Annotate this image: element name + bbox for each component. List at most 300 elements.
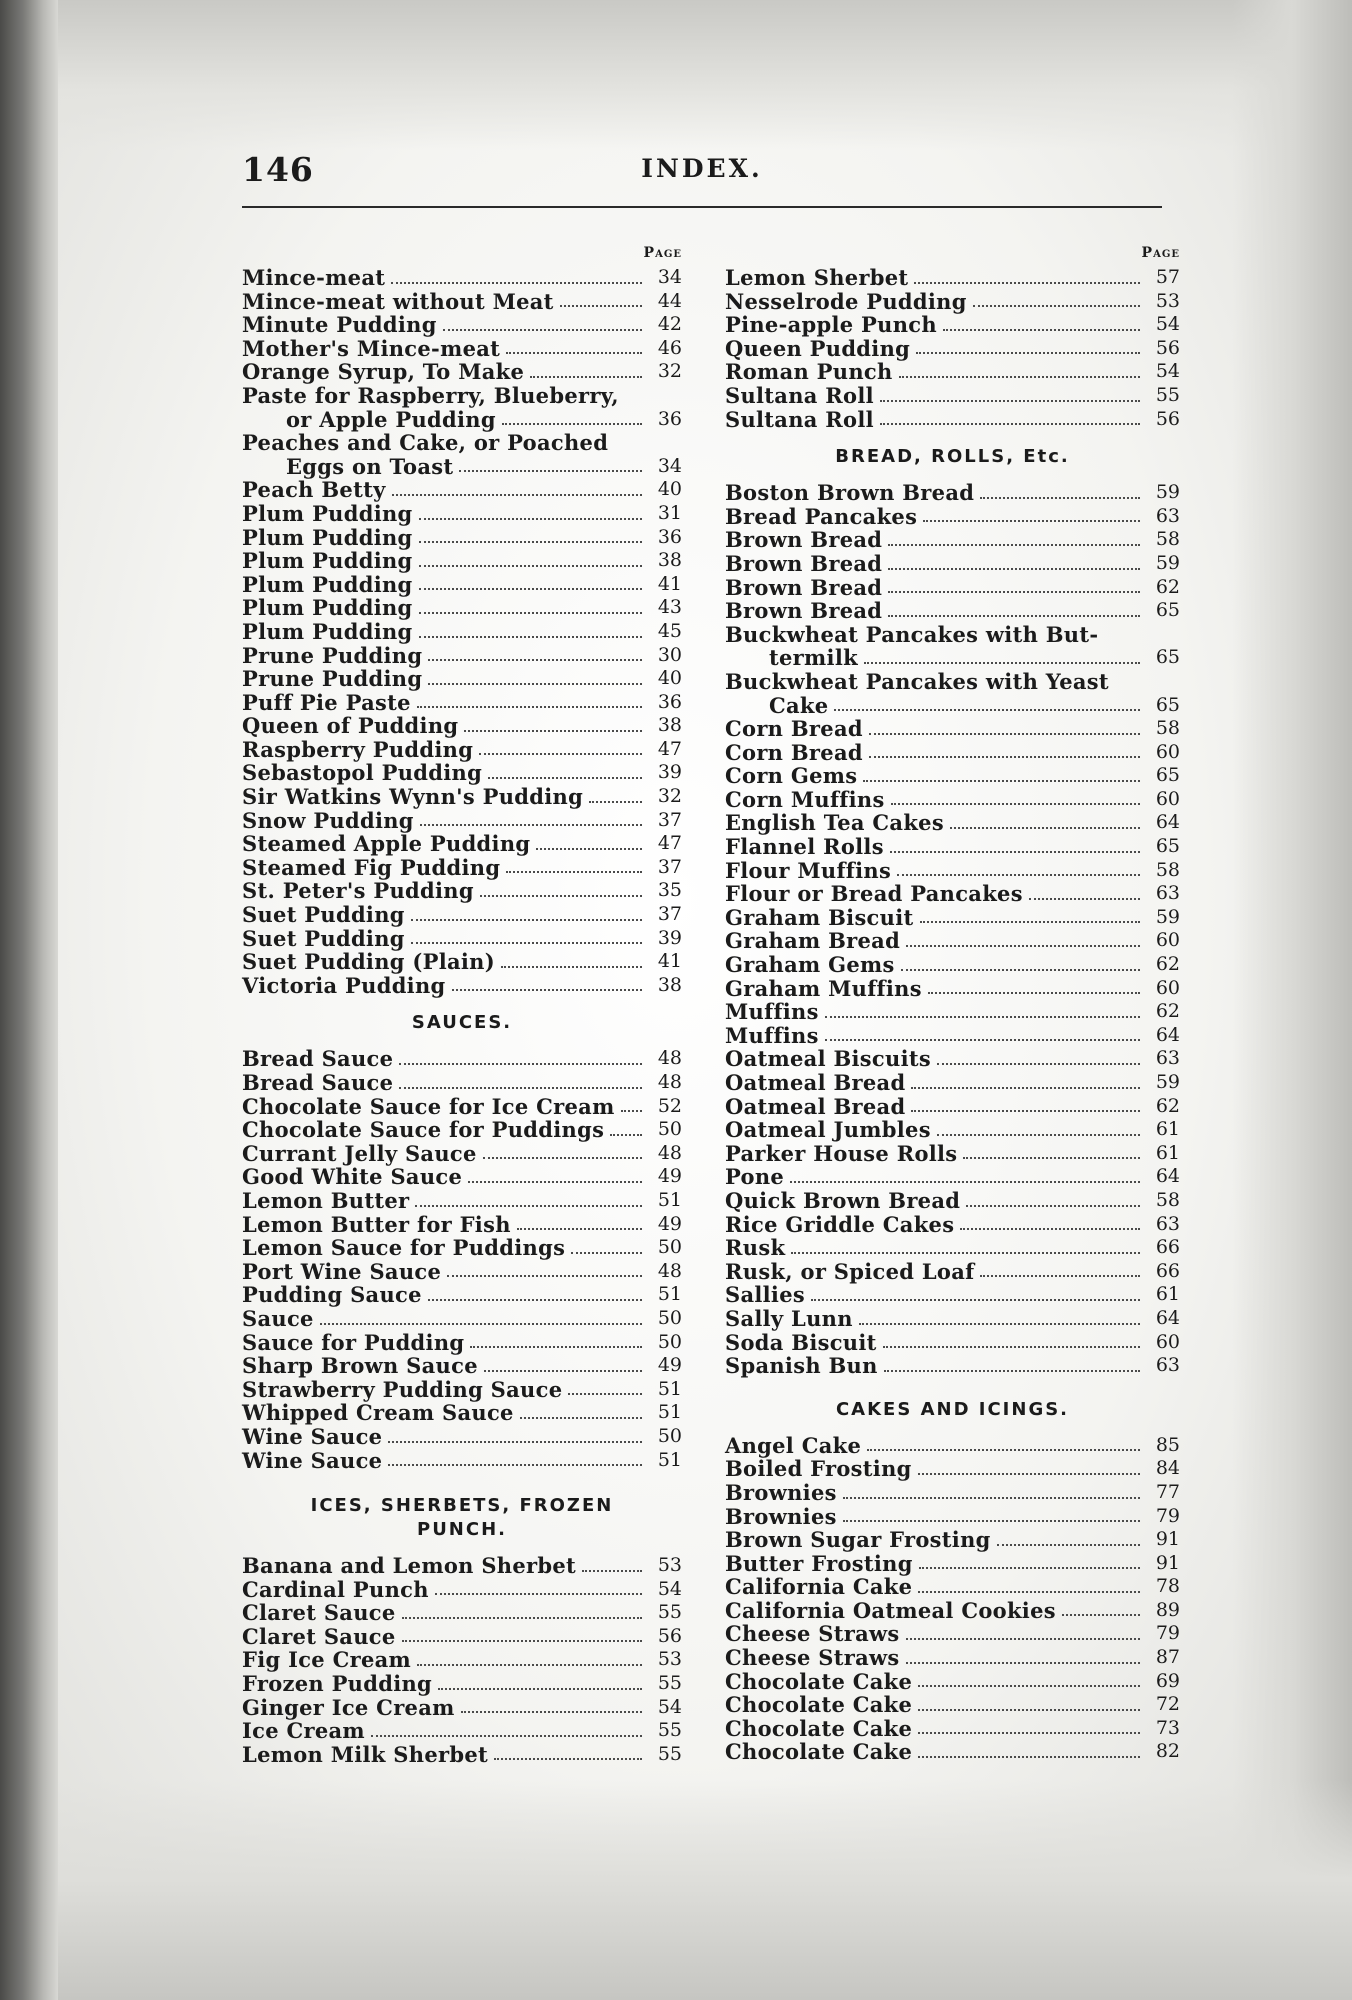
entry-page: 44 bbox=[657, 289, 682, 312]
leader-dots bbox=[417, 1664, 642, 1666]
index-entry bbox=[242, 1095, 682, 1119]
leader-dots bbox=[415, 1205, 642, 1207]
leader-dots bbox=[888, 568, 1140, 570]
entry-page: 78 bbox=[1155, 1575, 1180, 1598]
index-entry bbox=[242, 1449, 682, 1473]
leader-dots bbox=[402, 1640, 642, 1642]
entry-page: 65 bbox=[1155, 599, 1180, 622]
entry-name: Parker House Rolls bbox=[725, 1140, 958, 1166]
entry-name-cont: Eggs on Toast bbox=[286, 453, 454, 479]
leader-dots bbox=[825, 1039, 1140, 1041]
entry-page: 40 bbox=[657, 667, 682, 690]
entry-name: Claret Sauce bbox=[242, 1600, 396, 1626]
entry-page: 41 bbox=[657, 572, 682, 595]
index-entry bbox=[725, 977, 1180, 1001]
index-entry bbox=[725, 1457, 1180, 1481]
index-entry bbox=[242, 1625, 682, 1649]
entry-page: 50 bbox=[657, 1330, 682, 1353]
index-entry bbox=[725, 528, 1180, 552]
entry-page: 48 bbox=[657, 1141, 682, 1164]
leader-dots bbox=[470, 1346, 642, 1348]
entry-page: 49 bbox=[657, 1212, 682, 1235]
entry-page: 58 bbox=[1155, 858, 1180, 881]
index-entry bbox=[725, 1047, 1180, 1071]
entry-page: 66 bbox=[1155, 1259, 1180, 1282]
entry-page: 54 bbox=[657, 1695, 682, 1718]
index-entry bbox=[242, 974, 682, 998]
entry-page: 39 bbox=[657, 926, 682, 949]
entry-name: Pine-apple Punch bbox=[725, 312, 937, 338]
leader-dots bbox=[966, 1205, 1140, 1207]
entry-page: 63 bbox=[1155, 1047, 1180, 1070]
entry-name: Rusk bbox=[725, 1235, 786, 1261]
index-entry bbox=[242, 360, 682, 384]
entry-page: 84 bbox=[1155, 1457, 1180, 1480]
entry-name: Chocolate Cake bbox=[725, 1668, 913, 1694]
leader-dots bbox=[419, 518, 642, 520]
index-entry bbox=[725, 505, 1180, 529]
index-entry bbox=[242, 337, 682, 361]
entry-page: 50 bbox=[657, 1306, 682, 1329]
leader-dots bbox=[883, 1346, 1140, 1348]
entry-page: 55 bbox=[1155, 383, 1180, 406]
entry-page: 57 bbox=[1155, 266, 1180, 288]
entry-page: 53 bbox=[1155, 289, 1180, 312]
leader-dots bbox=[919, 1567, 1140, 1569]
leader-dots bbox=[997, 1544, 1140, 1546]
entry-name: Plum Pudding bbox=[242, 618, 413, 644]
header-rule bbox=[242, 206, 1162, 208]
entry-name: Puff Pie Paste bbox=[242, 689, 411, 715]
entry-name: Chocolate Cake bbox=[725, 1739, 913, 1765]
entry-name: Paste for Raspberry, Blueberry, bbox=[242, 382, 619, 408]
entry-name: Lemon Sherbet bbox=[725, 265, 909, 290]
entry-name: Brown Bread bbox=[725, 574, 883, 600]
index-entry bbox=[725, 481, 1180, 505]
leader-dots bbox=[419, 541, 642, 543]
index-entry bbox=[242, 596, 682, 620]
leader-dots bbox=[1062, 1614, 1140, 1616]
entry-name: Steamed Fig Pudding bbox=[242, 854, 501, 880]
entry-page: 55 bbox=[657, 1601, 682, 1624]
entry-page: 60 bbox=[1155, 976, 1180, 999]
index-entry bbox=[242, 950, 682, 974]
entry-name: Buckwheat Pancakes with But- bbox=[725, 621, 1099, 647]
entry-name: Cardinal Punch bbox=[242, 1576, 429, 1602]
entry-page: 48 bbox=[657, 1071, 682, 1093]
index-entry bbox=[725, 1717, 1180, 1741]
leader-dots bbox=[918, 1732, 1140, 1734]
entry-name: Flour or Bread Pancakes bbox=[725, 881, 1023, 907]
leader-dots bbox=[517, 1228, 642, 1230]
entry-name: California Oatmeal Cookies bbox=[725, 1597, 1056, 1623]
entry-name: Quick Brown Bread bbox=[725, 1187, 961, 1213]
entry-name: Oatmeal Bread bbox=[725, 1093, 906, 1119]
leader-dots bbox=[320, 1323, 642, 1325]
section-heading-ices bbox=[242, 1494, 682, 1542]
entry-name: Suet Pudding bbox=[242, 925, 405, 951]
entry-name: Plum Pudding bbox=[242, 524, 413, 550]
index-list bbox=[242, 266, 682, 384]
entry-page: 79 bbox=[1155, 1504, 1180, 1527]
entry-page: 51 bbox=[657, 1188, 682, 1211]
entry-page: 62 bbox=[1155, 1000, 1180, 1023]
leader-dots bbox=[464, 730, 642, 732]
index-entry bbox=[242, 1719, 682, 1743]
index-entry bbox=[242, 1648, 682, 1672]
leader-dots bbox=[937, 1134, 1140, 1136]
index-entry bbox=[725, 1670, 1180, 1694]
leader-dots bbox=[459, 470, 642, 472]
entry-page: 61 bbox=[1155, 1141, 1180, 1164]
entry-name: Queen of Pudding bbox=[242, 713, 459, 739]
entry-page: 62 bbox=[1155, 1094, 1180, 1117]
leader-dots bbox=[582, 1570, 642, 1572]
entry-name: Graham Bread bbox=[725, 928, 901, 954]
entry-name: Graham Biscuit bbox=[725, 904, 914, 930]
entry-page: 49 bbox=[657, 1354, 682, 1377]
leader-dots bbox=[484, 1370, 642, 1372]
leader-dots bbox=[399, 1063, 642, 1065]
entry-page: 65 bbox=[1155, 835, 1180, 858]
entry-name: Boiled Frosting bbox=[725, 1456, 912, 1482]
leader-dots bbox=[502, 423, 642, 425]
leader-dots bbox=[980, 497, 1140, 499]
index-list bbox=[725, 266, 1180, 431]
entry-name: Whipped Cream Sauce bbox=[242, 1400, 514, 1426]
index-entry bbox=[242, 667, 682, 691]
page-column-label: Page bbox=[643, 245, 682, 261]
entry-page: 54 bbox=[1155, 360, 1180, 383]
entry-name: Suet Pudding (Plain) bbox=[242, 949, 495, 975]
index-entry bbox=[242, 1696, 682, 1720]
index-entry bbox=[725, 290, 1180, 314]
index-list bbox=[242, 478, 682, 997]
entry-page: 64 bbox=[1155, 1023, 1180, 1046]
entry-page: 34 bbox=[657, 266, 682, 288]
index-entry bbox=[725, 599, 1180, 623]
leader-dots bbox=[843, 1520, 1140, 1522]
entry-page: 48 bbox=[657, 1259, 682, 1282]
entry-page: 32 bbox=[657, 785, 682, 808]
index-entry bbox=[725, 1528, 1180, 1552]
entry-page: 37 bbox=[657, 808, 682, 831]
entry-name: Pudding Sauce bbox=[242, 1282, 422, 1308]
entry-name: Good White Sauce bbox=[242, 1164, 463, 1190]
entry-page: 51 bbox=[657, 1283, 682, 1306]
leader-dots bbox=[918, 1756, 1140, 1758]
entry-name: Sally Lunn bbox=[725, 1305, 853, 1331]
entry-page: 51 bbox=[657, 1377, 682, 1400]
entry-name: Corn Bread bbox=[725, 716, 863, 742]
index-entry bbox=[242, 761, 682, 785]
entry-page: 40 bbox=[657, 478, 682, 501]
index-entry bbox=[725, 1575, 1180, 1599]
leader-dots bbox=[869, 756, 1140, 758]
leader-dots bbox=[943, 329, 1140, 331]
index-list bbox=[725, 481, 1180, 623]
section-heading-cakes: CAKES AND ICINGS. bbox=[835, 1398, 1070, 1420]
entry-page: 41 bbox=[657, 950, 682, 973]
entry-page: 51 bbox=[657, 1448, 682, 1471]
index-entry bbox=[725, 906, 1180, 930]
index-entry bbox=[242, 691, 682, 715]
entry-name: Mince-meat bbox=[242, 265, 386, 290]
leader-dots bbox=[428, 1299, 642, 1301]
entry-name: Queen Pudding bbox=[725, 335, 911, 361]
leader-dots bbox=[420, 824, 642, 826]
entry-page: 60 bbox=[1155, 787, 1180, 810]
entry-name: Butter Frosting bbox=[725, 1550, 913, 1576]
entry-name: Orange Syrup, To Make bbox=[242, 359, 525, 385]
entry-page: 89 bbox=[1155, 1598, 1180, 1621]
index-entry bbox=[242, 1189, 682, 1213]
page-number: 146 bbox=[242, 150, 314, 189]
index-entry bbox=[242, 1601, 682, 1625]
leader-dots bbox=[890, 851, 1140, 853]
index-entry bbox=[242, 1047, 682, 1071]
entry-name: Rusk, or Spiced Loaf bbox=[725, 1258, 975, 1284]
entry-name: Port Wine Sauce bbox=[242, 1258, 442, 1284]
leader-dots bbox=[428, 683, 642, 685]
index-entry bbox=[242, 1260, 682, 1284]
entry-name-cont: Cake bbox=[769, 692, 829, 718]
leader-dots bbox=[479, 753, 642, 755]
entry-page: 45 bbox=[657, 619, 682, 642]
leader-dots bbox=[483, 1157, 642, 1159]
entry-page: 63 bbox=[1155, 1354, 1180, 1377]
entry-name: Brown Bread bbox=[725, 598, 883, 624]
entry-page: 69 bbox=[1155, 1669, 1180, 1692]
entry-name: Bread Pancakes bbox=[725, 503, 918, 529]
index-entry bbox=[725, 1095, 1180, 1119]
index-entry bbox=[242, 1213, 682, 1237]
entry-page: 32 bbox=[657, 360, 682, 383]
entry-page: 64 bbox=[1155, 1165, 1180, 1188]
entry-page: 42 bbox=[657, 313, 682, 336]
leader-dots bbox=[888, 591, 1140, 593]
entry-name: Frozen Pudding bbox=[242, 1671, 433, 1697]
entry-page: 65 bbox=[1155, 693, 1180, 716]
entry-name: Prune Pudding bbox=[242, 666, 423, 692]
entry-page: 87 bbox=[1155, 1646, 1180, 1669]
index-entry bbox=[242, 1236, 682, 1260]
entry-name: Cheese Straws bbox=[725, 1645, 900, 1671]
entry-name: Cheese Straws bbox=[725, 1621, 900, 1647]
entry-page: 59 bbox=[1155, 905, 1180, 928]
entry-page: 91 bbox=[1155, 1551, 1180, 1574]
leader-dots bbox=[530, 376, 642, 378]
entry-page: 48 bbox=[657, 1047, 682, 1070]
index-entry bbox=[242, 266, 682, 290]
leader-dots bbox=[506, 352, 642, 354]
leader-dots bbox=[568, 1393, 642, 1395]
leader-dots bbox=[589, 801, 642, 803]
index-entry bbox=[725, 337, 1180, 361]
page-column-label: Page bbox=[1141, 245, 1180, 261]
entry-page: 38 bbox=[657, 549, 682, 572]
page-header bbox=[242, 150, 1162, 206]
entry-name: Raspberry Pudding bbox=[242, 736, 474, 762]
entry-name: Claret Sauce bbox=[242, 1623, 396, 1649]
index-entry bbox=[725, 1165, 1180, 1189]
entry-page: 72 bbox=[1155, 1693, 1180, 1716]
leader-dots bbox=[937, 1063, 1140, 1065]
entry-page: 62 bbox=[1155, 953, 1180, 976]
entry-page: 53 bbox=[657, 1554, 682, 1577]
entry-name: Sauce bbox=[242, 1305, 314, 1331]
entry-name: Strawberry Pudding Sauce bbox=[242, 1376, 563, 1402]
entry-name-cont: termilk bbox=[769, 645, 858, 671]
entry-name: Plum Pudding bbox=[242, 500, 413, 526]
entry-page: 58 bbox=[1155, 528, 1180, 551]
index-entry bbox=[242, 431, 682, 478]
leader-dots bbox=[501, 966, 642, 968]
entry-page: 60 bbox=[1155, 1330, 1180, 1353]
index-entry bbox=[725, 552, 1180, 576]
leader-dots bbox=[391, 282, 642, 284]
entry-page: 30 bbox=[657, 643, 682, 666]
entry-name: Mince-meat without Meat bbox=[242, 288, 554, 314]
entry-name-cont: or Apple Pudding bbox=[286, 406, 496, 432]
leader-dots bbox=[411, 919, 642, 921]
index-entry bbox=[725, 408, 1180, 432]
leader-dots bbox=[950, 827, 1140, 829]
index-entry bbox=[725, 764, 1180, 788]
index-entry bbox=[725, 1331, 1180, 1355]
leader-dots bbox=[488, 777, 642, 779]
index-column-right bbox=[725, 240, 1180, 1764]
index-entry bbox=[725, 788, 1180, 812]
entry-name: Muffins bbox=[725, 1022, 819, 1048]
entry-page: 31 bbox=[657, 501, 682, 524]
leader-dots bbox=[960, 1228, 1140, 1230]
section-heading-bread: BREAD, ROLLS, Etc. bbox=[835, 446, 1070, 468]
leader-dots bbox=[843, 1497, 1140, 1499]
index-entry bbox=[725, 1142, 1180, 1166]
leader-dots bbox=[920, 921, 1141, 923]
entry-name: Oatmeal Biscuits bbox=[725, 1046, 931, 1072]
entry-page: 64 bbox=[1155, 811, 1180, 834]
entry-name: Soda Biscuit bbox=[725, 1329, 877, 1355]
index-entry bbox=[242, 1743, 682, 1767]
leader-dots bbox=[438, 1688, 642, 1690]
entry-name: Sir Watkins Wynn's Pudding bbox=[242, 784, 584, 810]
entry-name: Snow Pudding bbox=[242, 807, 414, 833]
leader-dots bbox=[790, 1181, 1140, 1183]
entry-name: Steamed Apple Pudding bbox=[242, 831, 531, 857]
entry-name: Graham Gems bbox=[725, 952, 895, 978]
entry-name: Flour Muffins bbox=[725, 857, 892, 883]
entry-name: Banana and Lemon Sherbet bbox=[242, 1553, 577, 1579]
entry-name: Chocolate Cake bbox=[725, 1715, 913, 1741]
index-entry bbox=[242, 1672, 682, 1696]
entry-name: Sallies bbox=[725, 1282, 805, 1308]
leader-dots bbox=[621, 1110, 642, 1112]
leader-dots bbox=[884, 1370, 1140, 1372]
leader-dots bbox=[388, 1441, 642, 1443]
entry-name: California Cake bbox=[725, 1574, 913, 1600]
index-list bbox=[725, 717, 1180, 1378]
index-entry bbox=[725, 623, 1180, 670]
leader-dots bbox=[973, 305, 1140, 307]
index-entry bbox=[242, 526, 682, 550]
entry-page: 54 bbox=[1155, 313, 1180, 336]
index-list bbox=[242, 1047, 682, 1472]
entry-page: 50 bbox=[657, 1118, 682, 1141]
index-entry bbox=[725, 1622, 1180, 1646]
entry-name: Angel Cake bbox=[725, 1432, 862, 1458]
leader-dots bbox=[411, 942, 642, 944]
entry-page: 46 bbox=[657, 336, 682, 359]
index-entry bbox=[725, 670, 1180, 717]
leader-dots bbox=[480, 895, 642, 897]
index-entry bbox=[725, 1071, 1180, 1095]
index-entry bbox=[725, 811, 1180, 835]
leader-dots bbox=[399, 1087, 642, 1089]
index-entry bbox=[242, 573, 682, 597]
leader-dots bbox=[461, 1711, 642, 1713]
entry-page: 82 bbox=[1155, 1740, 1180, 1763]
entry-page: 61 bbox=[1155, 1118, 1180, 1141]
leader-dots bbox=[906, 1662, 1140, 1664]
leader-dots bbox=[419, 565, 642, 567]
leader-dots bbox=[419, 636, 642, 638]
entry-page: 61 bbox=[1155, 1283, 1180, 1306]
entry-page: 53 bbox=[657, 1648, 682, 1671]
index-entry bbox=[725, 360, 1180, 384]
index-entry bbox=[242, 620, 682, 644]
index-entry bbox=[242, 1283, 682, 1307]
entry-name: Mother's Mince-meat bbox=[242, 335, 501, 361]
index-entry bbox=[725, 717, 1180, 741]
index-entry bbox=[725, 576, 1180, 600]
entry-page: 65 bbox=[1155, 646, 1180, 669]
entry-name: Peaches and Cake, or Poached bbox=[242, 430, 609, 456]
leader-dots bbox=[811, 1299, 1140, 1301]
entry-name: Chocolate Sauce for Ice Cream bbox=[242, 1093, 615, 1119]
leader-dots bbox=[560, 305, 642, 307]
leader-dots bbox=[901, 969, 1140, 971]
leader-dots bbox=[863, 780, 1140, 782]
entry-name: Ginger Ice Cream bbox=[242, 1694, 455, 1720]
entry-page: 58 bbox=[1155, 1188, 1180, 1211]
entry-name: Bread Sauce bbox=[242, 1046, 394, 1072]
entry-page: 55 bbox=[657, 1672, 682, 1695]
entry-page: 85 bbox=[1155, 1433, 1180, 1456]
entry-page: 63 bbox=[1155, 1212, 1180, 1235]
entry-page: 77 bbox=[1155, 1480, 1180, 1503]
entry-name: Boston Brown Bread bbox=[725, 480, 975, 506]
index-entry bbox=[242, 1142, 682, 1166]
leader-dots bbox=[468, 1181, 642, 1183]
leader-dots bbox=[880, 423, 1140, 425]
leader-dots bbox=[897, 874, 1140, 876]
entry-page: 56 bbox=[1155, 336, 1180, 359]
leader-dots bbox=[980, 1275, 1140, 1277]
entry-name: Suet Pudding bbox=[242, 902, 405, 928]
entry-page: 49 bbox=[657, 1165, 682, 1188]
index-entry bbox=[242, 313, 682, 337]
index-entry bbox=[725, 1213, 1180, 1237]
index-entry bbox=[725, 1000, 1180, 1024]
section-heading-line: PUNCH. bbox=[417, 1519, 507, 1541]
entry-page: 38 bbox=[657, 973, 682, 996]
entry-page: 36 bbox=[657, 690, 682, 713]
index-entry bbox=[725, 929, 1180, 953]
entry-name: Brownies bbox=[725, 1503, 837, 1529]
entry-name: Sauce for Pudding bbox=[242, 1329, 465, 1355]
